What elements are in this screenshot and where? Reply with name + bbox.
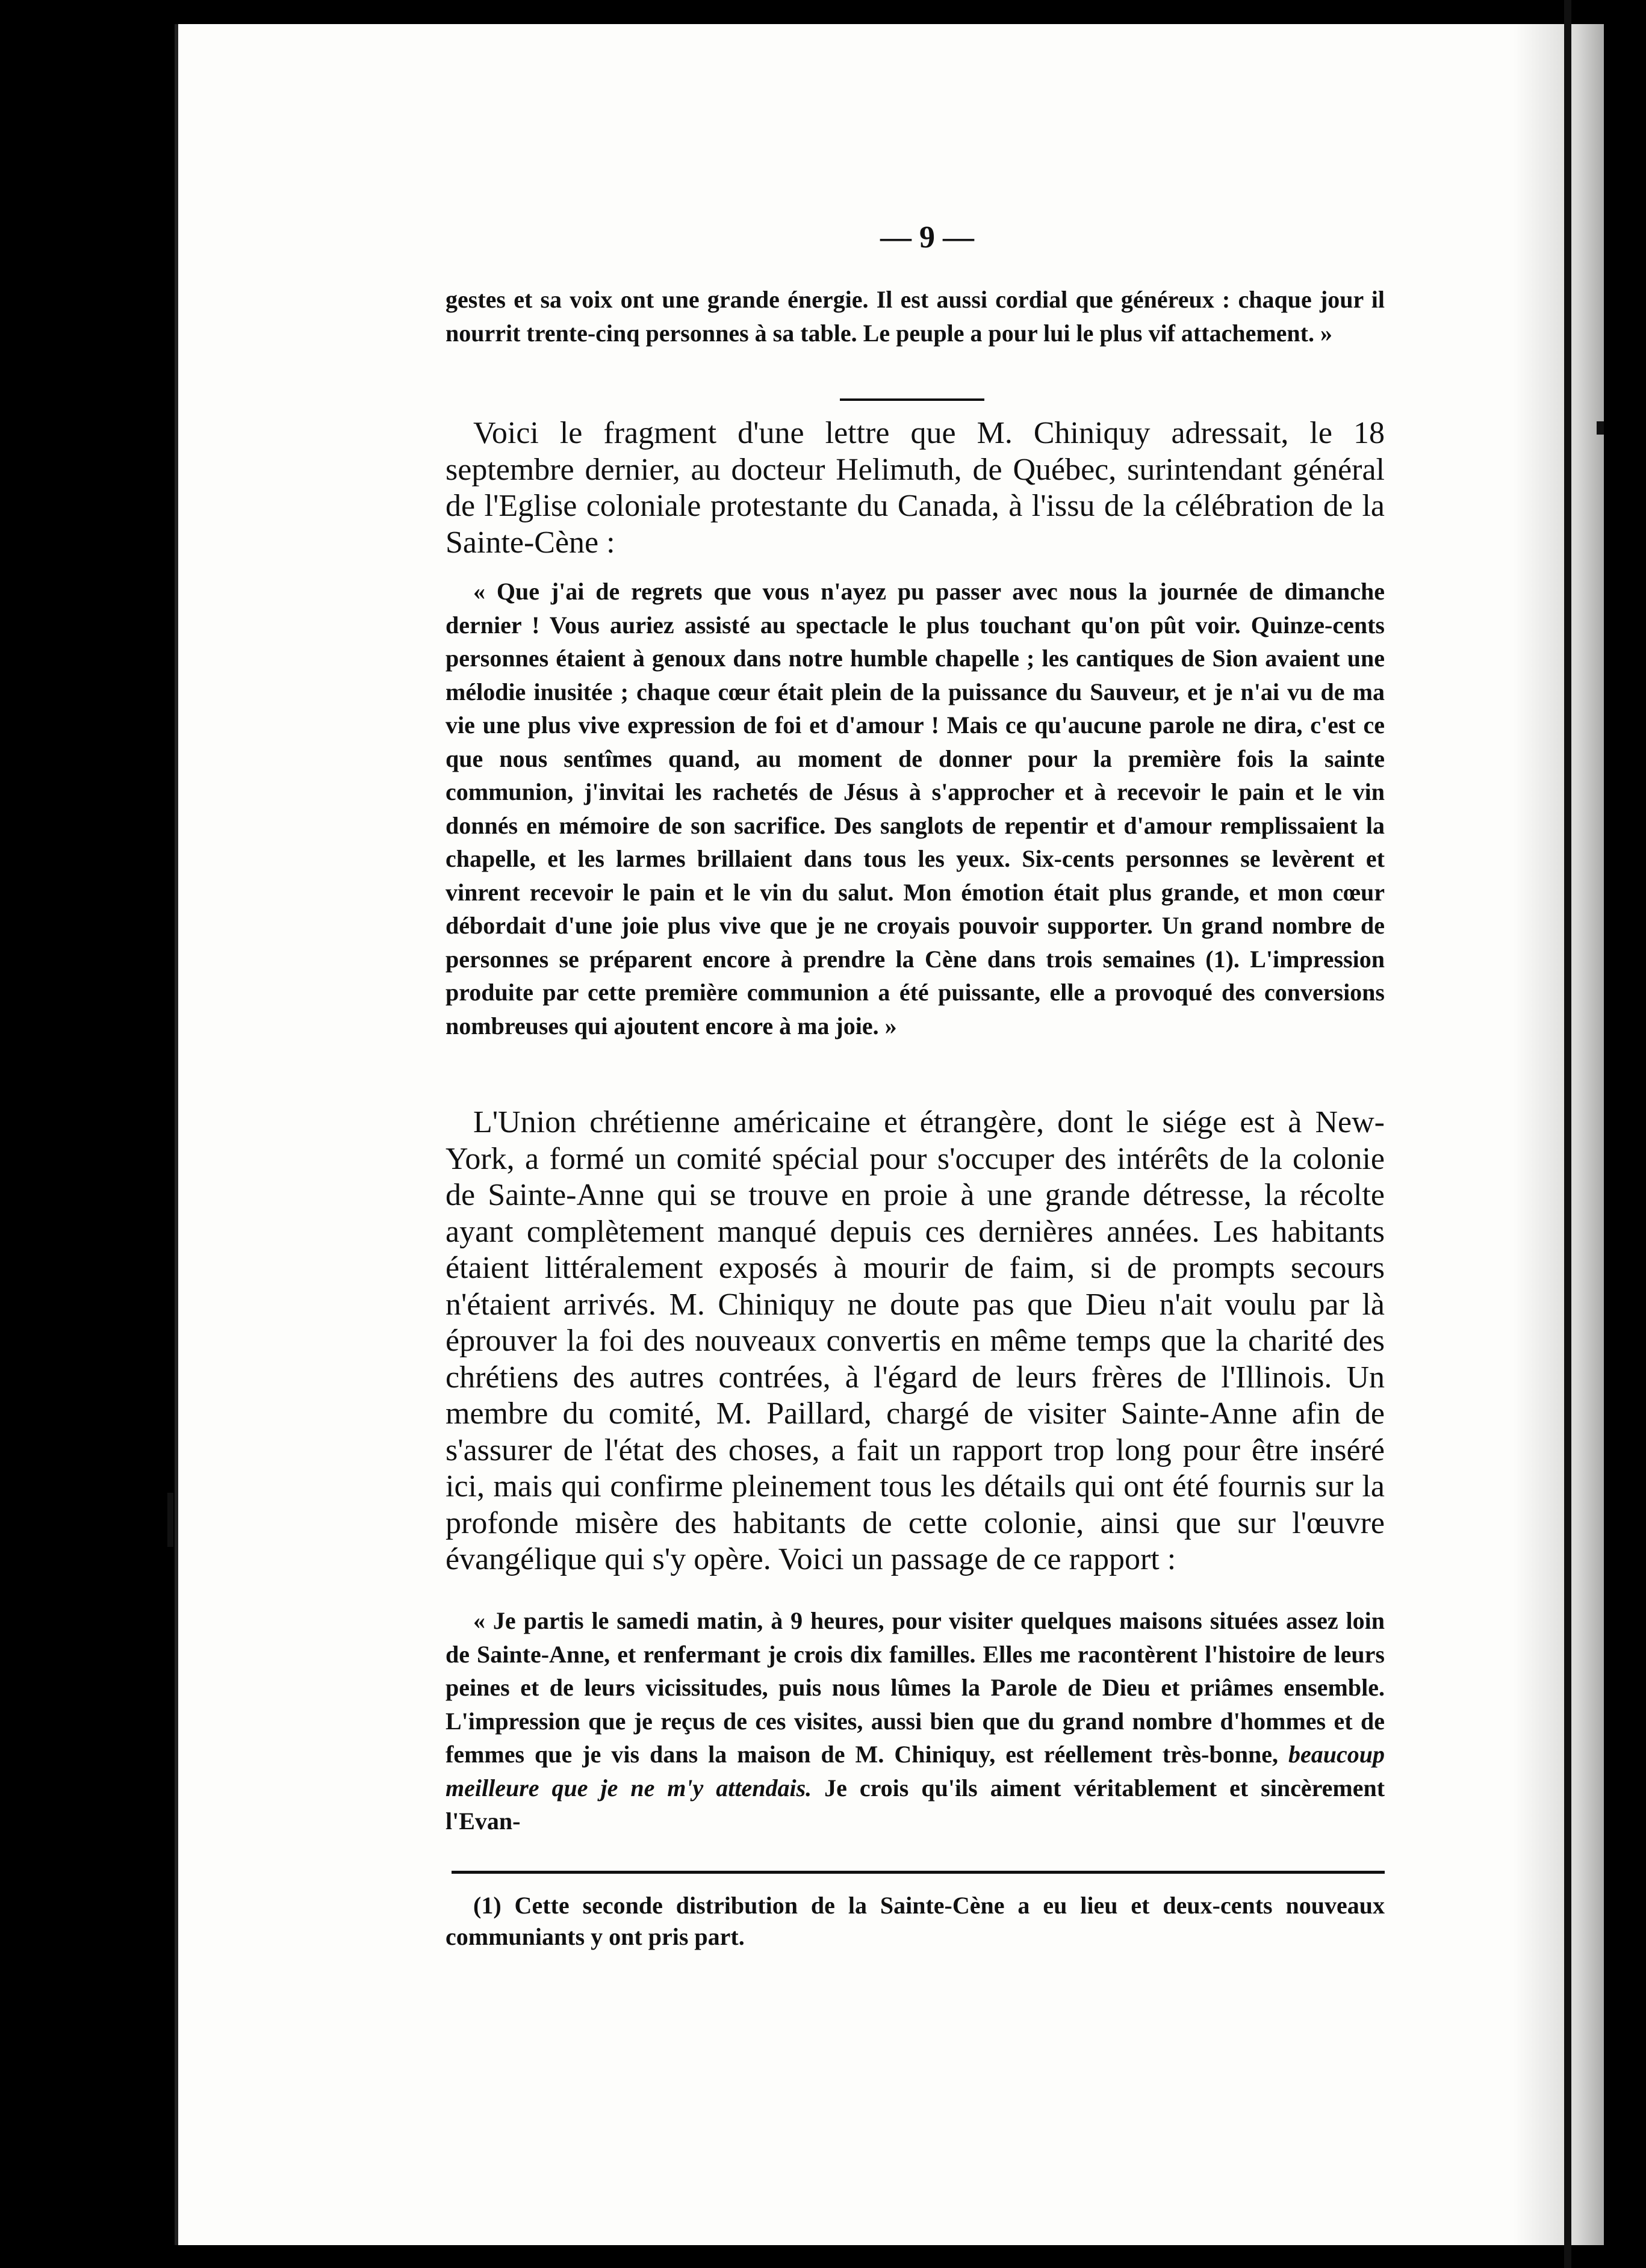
- section-divider: [840, 398, 984, 401]
- paragraph-union-report: L'Union chrétienne américaine et étrangère, dont le siége est à New-York, a formé un comité spécial pour s'occuper des intérêts de la colonie de Sainte-Anne qui se trouve en proie à une grande détresse, la récolte ayant complètement manqué depuis ces dernières années. Les habitants étaient littéralement exposés à mourir de faim, si de prompts secours n'étaient arrivés. M. Chiniquy ne doute pas que Dieu n'ait voulu par là éprouver la foi des nouveaux convertis en même temps que la charité des chrétiens des autres contrées, à l'égard de leurs frères de l'Illinois. Un membre du comité, M. Paillard, chargé de visiter Sainte-Anne afin de s'assurer de l'état des choses, a fait un rapport trop long pour être inséré ici, mais qui confirme pleinement tous les détails qui ont été fournis sur la profonde misère des habitants de cette colonie, ainsi que sur l'œuvre évangélique qui s'y opère. Voici un passage de ce rapport :: [446, 1105, 1385, 1576]
- paragraph-letter-quote: « Que j'ai de regrets que vous n'ayez pu passer avec nous la journée de dimanche dernier ! Vous auriez assisté au spectacle le plus touchant qu'on pût voir. Quinze-cents personnes étaient à genoux dans notre humble chapelle ; les cantiques de Sion avaient une mélodie inusitée ; chaque cœur était plein de la puissance du Sauveur, et je n'ai vu de ma vie une plus vive expression de foi et d'amour ! Mais ce qu'aucune parole ne dira, c'est ce que nous sentîmes quand, au moment de donner pour la première fois la sainte communion, j'invitai les rachetés de Jésus à s'approcher et à recevoir le pain et le vin donnés en mémoire de son sacrifice. Des sanglots de repentir et d'amour remplissaient la chapelle, et les larmes brillaient dans tous les yeux. Six-cents personnes se levèrent et vinrent recevoir le pain et le vin du salut. Mon émotion était plus grande, et mon cœur débordait d'une joie plus vive que je ne croyais pouvoir supporter. Un grand nombre de personnes se préparent encore à prendre la Cène dans trois semaines (1). L'impression produite par cette première communion a été puissante, elle a provoqué des conversions nombreuses qui ajoutent encore à ma joie. »: [446, 578, 1385, 1040]
- paragraph-continuation: gestes et sa voix ont une grande énergie. Il est aussi cordial que généreux : chaque jour il nourrit trente-cinq personnes à sa table. Le peuple a pour lui le plus vif attachement. »: [446, 286, 1385, 347]
- report-quote-text: « Je partis le samedi matin, à 9 heures, pour visiter quelques maisons situées assez loin de Sainte-Anne, et renfermant je crois dix familles. Elles me racontèrent l'histoire de leurs peines et de leurs vicissitudes, puis nous lûmes la Parole de Dieu et priâmes ensemble. L'impression que je reçus de ces visites, aussi bien que du grand nombre d'hommes et de femmes que je vis dans la maison de M. Chiniquy, est réellement très-bonne,: [446, 1607, 1385, 1768]
- footnote: (1) Cette seconde distribution de la Sainte-Cène a eu lieu et deux-cents nouveaux communiants y ont pris part.: [446, 1892, 1385, 1950]
- report-quote-italic: beaucoup meilleure que je ne m'y attendais.: [446, 1741, 1385, 1802]
- page-curl-shadow: [1514, 24, 1604, 2245]
- report-quote-continuation: Je crois qu'ils aiment véritablement et sincèrement l'Evan-: [446, 1774, 1385, 1835]
- footnote-rule: [452, 1871, 1385, 1874]
- page-number: — 9 —: [880, 220, 974, 255]
- paragraph-report-quote: [446, 1604, 1385, 1838]
- paragraph-letter-intro: Voici le fragment d'une lettre que M. Chiniquy adressait, le 18 septembre dernier, au docteur Helimuth, de Québec, surintendant général de l'Eglise coloniale protestante du Canada, à l'issu de la célébration de la Sainte-Cène :: [446, 416, 1385, 560]
- binding-mark: [167, 1493, 173, 1547]
- margin-mark: [1597, 421, 1604, 435]
- scanner-edge: [1564, 0, 1571, 2268]
